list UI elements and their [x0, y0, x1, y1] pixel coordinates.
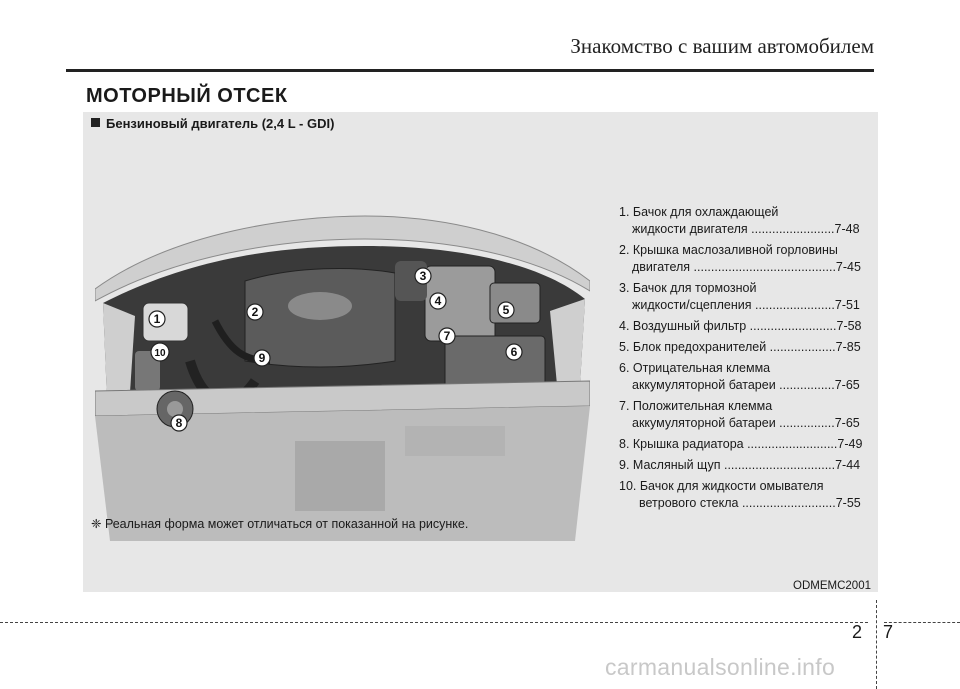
engine-bay-illustration: [95, 211, 590, 550]
callout-4: [430, 293, 446, 309]
legend-item: 5. Блок предохранителей ...................7-85: [619, 340, 861, 354]
figure-panel: [83, 112, 878, 592]
engine-variant-label: Бензиновый двигатель (2,4 L - GDI): [106, 116, 335, 131]
bullet-square-icon: [91, 118, 100, 127]
page-number: 7: [883, 622, 894, 642]
parts-legend: [619, 204, 869, 516]
callout-1: [149, 311, 165, 327]
svg-text:7: 7: [443, 329, 451, 343]
callout-10: [151, 343, 169, 361]
chapter-number: 2: [852, 622, 863, 642]
callout-8: [171, 415, 187, 431]
legend-item: 8. Крышка радиатора ..........................7-49: [619, 437, 863, 451]
section-title: МОТОРНЫЙ ОТСЕК: [86, 85, 288, 107]
svg-text:3: 3: [419, 269, 427, 283]
footer-rule: [0, 622, 868, 623]
figure-note: ❈ Реальная форма может отличаться от показанной на рисунке.: [91, 517, 469, 531]
legend-item: 2. Крышка маслозаливной горловины двигателя .........................................7-45: [619, 243, 861, 274]
callout-2: [247, 304, 263, 320]
svg-text:9: 9: [258, 351, 266, 365]
image-code: ODMEMC2001: [793, 580, 871, 592]
engine-variant-heading: [91, 116, 334, 131]
svg-text:4: 4: [434, 294, 442, 308]
callout-5: [498, 302, 514, 318]
svg-text:1: 1: [153, 312, 161, 326]
legend-item: 3. Бачок для тормозной жидкости/сцепления .......................7-51: [619, 281, 860, 312]
callout-3: [415, 268, 431, 284]
legend-item: 6. Отрицательная клемма аккумуляторной батареи ................7-65: [619, 361, 860, 392]
watermark: carmanualsonline.info: [605, 654, 836, 680]
legend-item: 7. Положительная клемма аккумуляторной батареи ................7-65: [619, 399, 860, 430]
page-divider: [876, 600, 877, 689]
running-header: Знакомство с вашим автомобилем: [570, 34, 874, 58]
callout-9: [254, 350, 270, 366]
svg-text:2: 2: [251, 305, 259, 319]
svg-text:5: 5: [502, 303, 510, 317]
svg-text:10: 10: [154, 348, 166, 359]
callout-7: [439, 328, 455, 344]
header-rule: [66, 69, 874, 72]
legend-item: 9. Масляный щуп ................................7-44: [619, 458, 861, 472]
svg-text:8: 8: [175, 416, 183, 430]
svg-text:6: 6: [510, 345, 518, 359]
legend-item: 1. Бачок для охлаждающей жидкости двигателя ........................7-48: [619, 205, 860, 236]
legend-item: 10. Бачок для жидкости омывателя ветрового стекла ...........................7-55: [619, 479, 861, 510]
legend-item: 4. Воздушный фильтр .........................7-58: [619, 319, 862, 333]
callout-6: [506, 344, 522, 360]
footer-rule-right: [884, 622, 960, 623]
